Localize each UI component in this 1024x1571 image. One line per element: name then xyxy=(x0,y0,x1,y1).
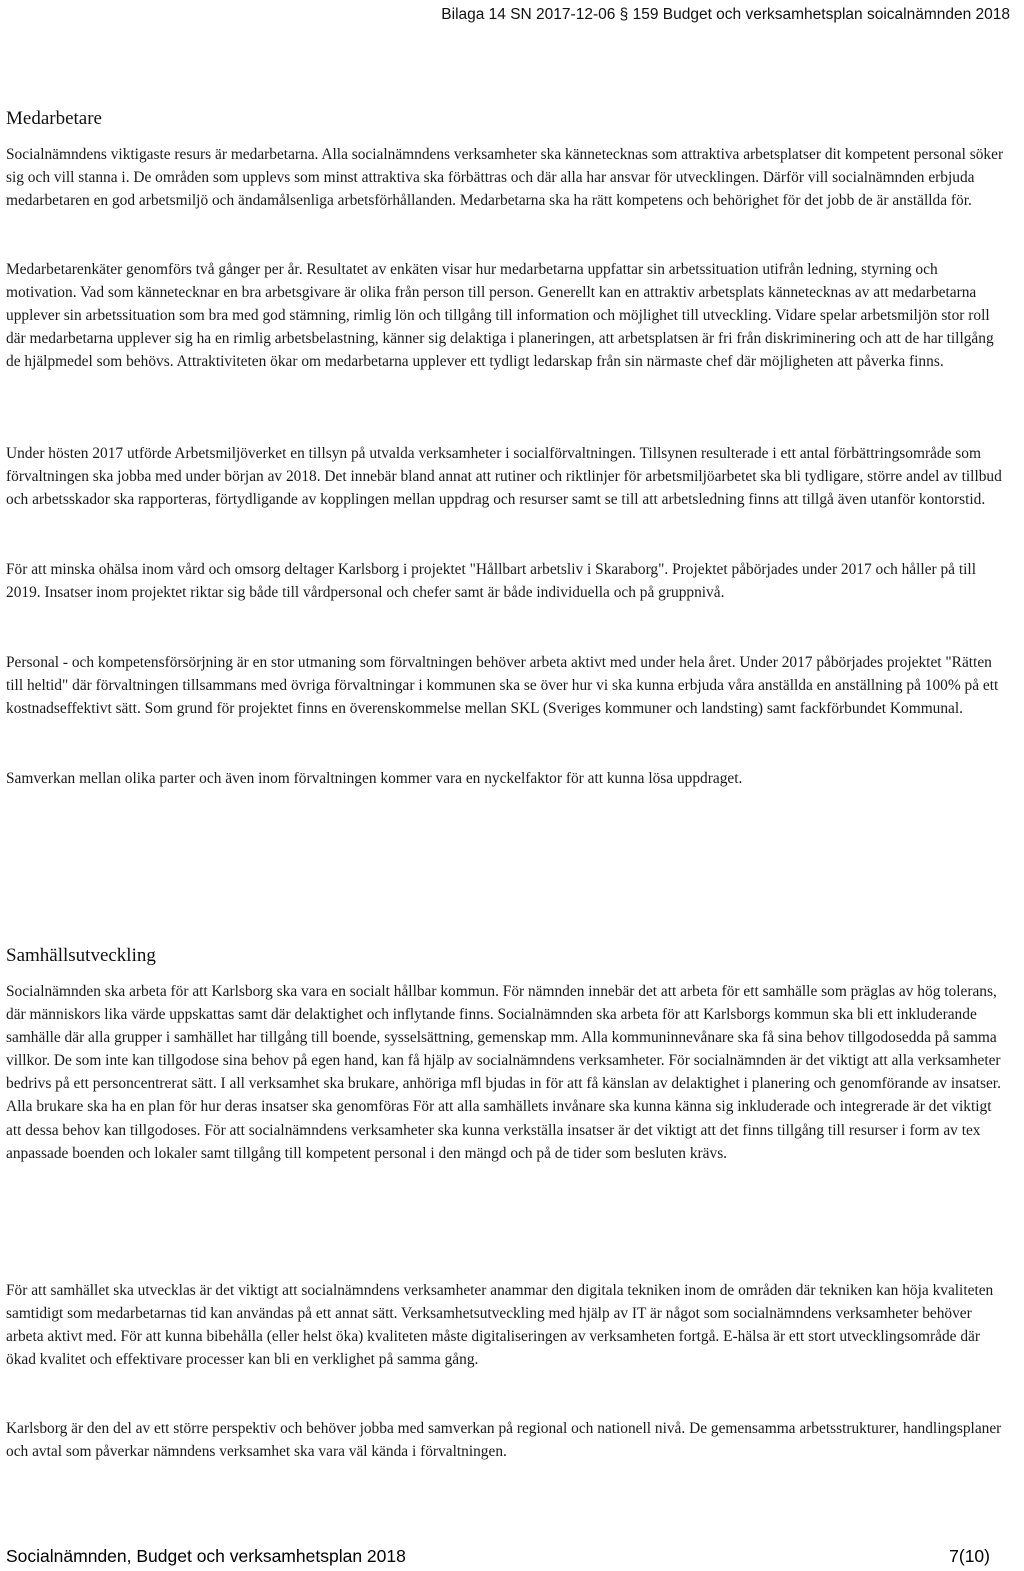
section-title-medarbetare: Medarbetare xyxy=(6,108,102,129)
paragraph: För att minska ohälsa inom vård och omsorg deltager Karlsborg i projektet "Hållbart arbetsliv i Skaraborg". Projektet påbörjades under 2017 och håller på till 2019. Insatser inom projektet riktar sig både till vårdpersonal och chefer samt är både individuella och på gruppnivå. xyxy=(6,561,976,602)
paragraph: Karlsborg är den del av ett större perspektiv och behöver jobba med samverkan på regional och nationell nivå. De gemensamma arbetsstrukturer, handlingsplaner och avtal som påverkar nämndens verksamhet ska vara väl kända i förvaltningen. xyxy=(6,1420,1002,1461)
paragraph: Socialnämnden ska arbeta för att Karlsborg ska vara en socialt hållbar kommun. För nämnden innebär det att arbeta för ett samhälle som präglas av hög tolerans, där människors lika värde uppskattas samt där delaktighet och inflytande finns. Socialnämnden ska arbeta för att Karlsborgs kommun ska bli ett inkluderande samhälle där alla grupper i samhället har tillgång till boende, sysselsättning, gemenskap mm. Alla kommuninnevånare ska få sina behov tillgodosedda på samma villkor. De som inte kan tillgodose sina behov på egen hand, kan få hjälp av socialnämndens verksamheter. För socialnämnden är det viktigt att alla verksamheter bedrivs på ett personcentrerat sätt. I all verksamhet ska brukare, anhöriga mfl bjudas in för att få känslan av delaktighet i planering och genomförande av insatser. Alla brukare ska ha en plan för hur deras insatser ska genomföras För att alla samhällets invånare ska kunna känna sig inkluderade och integrerade är det viktigt att dessa behov kan tillgodoses. För att socialnämndens verksamheter ska kunna verkställa insatser är det viktigt att det finns tillgång till resurser i form av tex anpassade boenden och lokaler samt tillgång till kompetent personal i den mängd och på de tider som besluten krävs. xyxy=(6,983,1001,1162)
paragraph: Medarbetarenkäter genomförs två gånger per år. Resultatet av enkäten visar hur medarbetarna uppfattar sin arbetssituation utifrån ledning, styrning och motivation. Vad som kännetecknar en bra arbetsgivare är olika från person till person. Generellt kan en attraktiv arbetsplats kännetecknas av att medarbetarna upplever sin arbetssituation som bra med god stämning, rimlig lön och tillgång till information och möjlighet till utveckling. Vidare spelar arbetsmiljön stor roll där medarbetarna upplever sig ha en rimlig arbetsbelastning, känner sig delaktiga i planeringen, att arbetsplatsen är fri från diskriminering och att de har tillgång de hjälpmedel som behövs. Attraktiviteten ökar om medarbetarna upplever ett tydligt ledarskap från sin närmaste chef där möjligheten att påverka finns. xyxy=(6,261,994,371)
paragraph: Personal - och kompetensförsörjning är en stor utmaning som förvaltningen behöver arbeta aktivt med under hela året. Under 2017 påbörjades projektet "Rätten till heltid" där förvaltningen tillsammans med övriga förvaltningar i kommunen ska se över hur vi ska kunna erbjuda våra anställda en anställning på 100% på ett kostnadseffektivt sätt. Som grund för projektet finns en överenskommelse mellan SKL (Sveriges kommuner och landsting) samt fackförbundet Kommunal. xyxy=(6,654,999,718)
paragraph: För att samhället ska utvecklas är det viktigt att socialnämndens verksamheter anammar den digitala tekniken inom de områden där tekniken kan höja kvaliteten samtidigt som medarbetarnas tid kan användas på ett annat sätt. Verksamhetsutveckling med hjälp av IT är något som socialnämndens verksamheter behöver arbeta aktivt med. För att kunna bibehålla (eller helst öka) kvaliteten måste digitaliseringen av verksamheten fortgå. E-hälsa är ett stort utvecklingsområde där ökad kvalitet och effektivare processer kan bli en verklighet på samma gång. xyxy=(6,1282,994,1369)
page-number: 7(10) xyxy=(949,1546,990,1566)
attachment-stamp: Bilaga 14 SN 2017-12-06 § 159 Budget och verksamhetsplan soicalnämnden 2018 xyxy=(441,6,1010,23)
section-title-samhallsutveckling: Samhällsutveckling xyxy=(6,945,156,966)
footer-title: Socialnämnden, Budget och verksamhetsplan 2018 xyxy=(6,1546,406,1566)
paragraph: Under hösten 2017 utförde Arbetsmiljöverket en tillsyn på utvalda verksamheter i socialförvaltningen. Tillsynen resulterade i ett antal förbättringsområde som förvaltningen ska jobba med under början av 2018. Det innebär bland annat att rutiner och riktlinjer för arbetsmiljöarbetet ska bli tydligare, större andel av tillbud och arbetsskador ska rapporteras, förtydligande av kopplingen mellan uppdrag och resurser samt se till att arbetsledning finns att tillgå även utanför kontorstid. xyxy=(6,445,1002,509)
paragraph: Socialnämndens viktigaste resurs är medarbetarna. Alla socialnämndens verksamheter ska kännetecknas som attraktiva arbetsplatser dit kompetent personal söker sig och vill stanna i. De områden som upplevs som minst attraktiva ska förbättras och där alla har ansvar för utvecklingen. Därför vill socialnämnden erbjuda medarbetaren en god arbetsmiljö och ändamålsenliga arbetsförhållanden. Medarbetarna ska ha rätt kompetens och behörighet för det jobb de är anställda för. xyxy=(6,146,1004,210)
paragraph: Samverkan mellan olika parter och även inom förvaltningen kommer vara en nyckelfaktor för att kunna lösa uppdraget. xyxy=(6,770,743,787)
